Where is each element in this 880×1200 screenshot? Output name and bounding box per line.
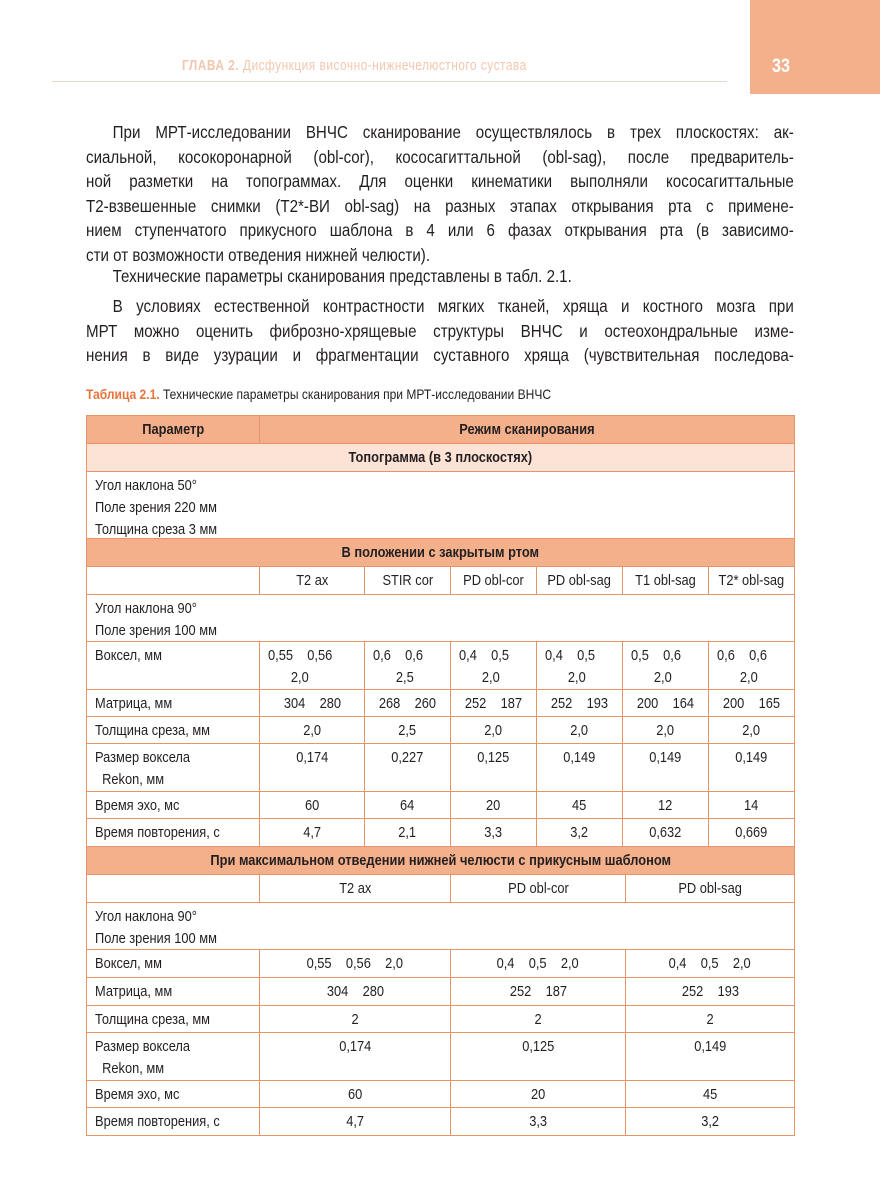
row-label — [86, 689, 260, 717]
data-cell — [364, 818, 451, 847]
cell-text: Размер воксела — [95, 1039, 191, 1055]
data-cell — [450, 1107, 626, 1136]
table-caption — [86, 386, 551, 402]
data-cell — [625, 1107, 795, 1136]
cell-text: 0,632 — [649, 825, 682, 841]
cell-text: Время эхо, мс — [95, 1087, 180, 1103]
table-caption-label: Таблица 2.1. — [86, 386, 160, 402]
cell-text: 60 — [347, 1087, 363, 1103]
header-scan-mode — [259, 415, 795, 444]
paragraph-3 — [86, 294, 794, 368]
cell-text: 0,4 0,5 — [459, 648, 509, 664]
cell-text: 304 280 — [283, 696, 341, 712]
cell-text: 0,125 — [521, 1039, 555, 1055]
cell-text: 0,55 0,56 — [268, 648, 333, 664]
cell-text: 0,5 0,6 — [631, 648, 681, 664]
cell-text: 252 193 — [550, 696, 609, 712]
table-caption-text: Технические параметры сканирования при МРТ-исследовании ВНЧС — [162, 386, 552, 402]
row-label — [86, 949, 260, 978]
cell-text: Rekon, мм — [95, 772, 165, 788]
cell-text: 2,0 — [484, 723, 503, 739]
data-cell — [450, 1080, 626, 1108]
cell-text: 64 — [400, 798, 415, 814]
cell-text: STIR cor — [382, 572, 433, 589]
data-cell — [625, 1032, 795, 1081]
cell-text: T2 ax — [338, 880, 372, 897]
data-cell — [536, 689, 623, 717]
data-cell — [450, 1032, 626, 1081]
cell-text: Время эхо, мс — [95, 798, 180, 814]
cell-text: 2,5 — [398, 723, 417, 739]
cell-text: 14 — [744, 798, 759, 814]
cell-text: PD obl-sag — [547, 572, 612, 589]
data-cell — [259, 949, 451, 978]
cell-text: PD obl-cor — [507, 880, 569, 897]
cell-text: 2,0 — [653, 670, 672, 686]
cell-text: 0,125 — [477, 750, 510, 766]
cell-text: 0,6 0,6 — [717, 648, 767, 664]
cell-text: 3,2 — [701, 1114, 719, 1130]
data-cell — [625, 977, 795, 1006]
section-open-mouth — [86, 846, 795, 875]
cell-text: 2,0 — [656, 723, 675, 739]
row-label — [86, 791, 260, 819]
data-cell — [622, 818, 709, 847]
data-cell — [536, 818, 623, 847]
row-label — [86, 641, 260, 690]
cell-text: 3,3 — [529, 1114, 547, 1130]
cell-text: Режим сканирования — [459, 421, 595, 438]
data-cell — [622, 641, 709, 690]
cell-text: 2,0 — [739, 670, 758, 686]
cell-text: 252 193 — [681, 984, 739, 1000]
cell-text: 2,0 — [742, 723, 761, 739]
text-line: нения в виде узурации и фрагментации суставного хряща (чувствительная последова- — [86, 345, 794, 366]
cell-text: 252 187 — [509, 984, 567, 1000]
voxel-values — [717, 645, 767, 689]
data-cell — [450, 641, 537, 690]
voxel-values — [631, 645, 681, 689]
cell-text: 2,0 — [290, 670, 309, 686]
cell-text: Поле зрения 220 мм — [95, 500, 217, 516]
cell-text: В положении с закрытым ртом — [341, 544, 540, 561]
cell-text: 0,4 0,5 — [545, 648, 595, 664]
cell-text: Матрица, мм — [95, 984, 173, 1000]
paragraph-1 — [86, 120, 794, 268]
cell-text: 4,7 — [346, 1114, 364, 1130]
sequence-header-empty — [86, 874, 260, 903]
header-parameter — [86, 415, 260, 444]
cell-text: 0,4 0,5 2,0 — [668, 956, 752, 972]
sequence-header-empty — [86, 566, 260, 595]
cell-text: 45 — [572, 798, 587, 814]
data-cell — [622, 689, 709, 717]
cell-text: 200 164 — [636, 696, 695, 712]
voxel-values — [268, 645, 332, 689]
data-cell — [625, 1080, 795, 1108]
data-cell — [259, 818, 365, 847]
cell-text: 2,0 — [567, 670, 586, 686]
cell-text: 0,149 — [563, 750, 596, 766]
data-cell — [450, 818, 537, 847]
cell-text: 2,1 — [398, 825, 417, 841]
data-cell — [259, 977, 451, 1006]
data-cell — [708, 818, 795, 847]
row-label — [86, 1032, 260, 1081]
cell-text: 0,149 — [693, 1039, 727, 1055]
text-line: сти от возможности отведения нижней челюсти). — [86, 244, 431, 265]
cell-text: 304 280 — [326, 984, 384, 1000]
cell-text: Толщина среза, мм — [95, 1012, 210, 1028]
cell-text: Топограмма (в 3 плоскостях) — [348, 449, 533, 466]
text-line: При МРТ-исследовании ВНЧС сканирование осуществлялось в трех плоскостях: ак- — [112, 122, 794, 142]
cell-text: 60 — [304, 798, 320, 814]
cell-text: 200 165 — [722, 696, 781, 712]
cell-text: Толщина среза, мм — [95, 723, 210, 739]
row-label — [86, 977, 260, 1006]
sequence-header — [364, 566, 451, 595]
data-cell — [625, 949, 795, 978]
voxel-values — [459, 645, 509, 689]
cell-text: 0,174 — [338, 1039, 372, 1055]
common-params — [86, 902, 795, 950]
cell-text: 2 — [534, 1012, 542, 1028]
cell-text: 45 — [702, 1087, 718, 1103]
cell-text: 0,149 — [735, 750, 768, 766]
data-cell — [450, 689, 537, 717]
data-cell — [708, 791, 795, 819]
chapter-label: ГЛАВА 2. — [182, 58, 240, 74]
data-cell — [259, 743, 365, 792]
cell-text: 2,5 — [395, 670, 414, 686]
data-cell — [259, 689, 365, 717]
sequence-header — [536, 566, 623, 595]
data-cell — [450, 743, 537, 792]
cell-text: Поле зрения 100 мм — [95, 623, 217, 639]
cell-text: 0,669 — [735, 825, 768, 841]
cell-text: 0,227 — [391, 750, 424, 766]
data-cell — [259, 1080, 451, 1108]
cell-text: Угол наклона 50° — [95, 478, 197, 494]
data-cell — [259, 641, 365, 690]
text-line: МРТ можно оценить фиброзно-хрящевые структуры ВНЧС и остеохондральные изме- — [86, 320, 794, 341]
cell-text: При максимальном отведении нижней челюсти с прикусным шаблоном — [210, 852, 671, 869]
cell-text: PD obl-cor — [463, 572, 524, 589]
text-line: Т2-взвешенные снимки (Т2*-ВИ obl-sag) на разных этапах открывания рта с примене- — [86, 195, 794, 216]
data-cell — [450, 1005, 626, 1033]
cell-text: Угол наклона 90° — [95, 909, 197, 925]
cell-text: 12 — [658, 798, 673, 814]
row-label — [86, 1005, 260, 1033]
cell-text: 20 — [486, 798, 501, 814]
header-rule — [52, 81, 727, 82]
cell-text: T1 obl-sag — [635, 572, 696, 589]
data-cell — [450, 949, 626, 978]
running-header — [182, 58, 527, 74]
cell-text: Поле зрения 100 мм — [95, 931, 217, 947]
data-cell — [708, 641, 795, 690]
data-cell — [622, 743, 709, 792]
chapter-title: Дисфункция височно-нижнечелюстного сустава — [242, 58, 527, 74]
cell-text: Время повторения, с — [95, 825, 220, 841]
sequence-header — [450, 874, 626, 903]
cell-text: 0,4 0,5 2,0 — [496, 956, 580, 972]
cell-text: 0,6 0,6 — [373, 648, 423, 664]
cell-text: Rekon, мм — [95, 1061, 165, 1077]
data-cell — [259, 791, 365, 819]
cell-text: 252 187 — [464, 696, 523, 712]
cell-text: Размер воксела — [95, 750, 191, 766]
text-line: Технические параметры сканирования представлены в табл. 2.1. — [112, 266, 572, 286]
row-label — [86, 1080, 260, 1108]
data-cell — [259, 1005, 451, 1033]
row-label — [86, 818, 260, 847]
data-cell — [708, 689, 795, 717]
data-cell — [536, 791, 623, 819]
data-cell — [622, 791, 709, 819]
cell-text: 2,0 — [303, 723, 321, 739]
section-closed-mouth — [86, 538, 795, 567]
data-cell — [708, 743, 795, 792]
page-number: 33 — [772, 56, 790, 77]
row-label — [86, 716, 260, 744]
cell-text: 2 — [706, 1012, 714, 1028]
row-label — [86, 1107, 260, 1136]
topogram-params — [86, 471, 795, 539]
text-line: нием ступенчатого прикусного шаблона в 4 или 6 фазах открывания рта (в зависимо- — [86, 220, 794, 241]
voxel-values — [373, 645, 423, 689]
data-cell — [450, 716, 537, 744]
data-cell — [625, 1005, 795, 1033]
cell-text: 20 — [530, 1087, 546, 1103]
data-cell — [536, 716, 623, 744]
cell-text: Угол наклона 90° — [95, 601, 197, 617]
data-cell — [364, 716, 451, 744]
section-topogram — [86, 443, 795, 472]
page-number-tab — [750, 0, 880, 94]
cell-text: 3,2 — [570, 825, 589, 841]
cell-text: Время повторения, с — [95, 1114, 220, 1130]
data-cell — [450, 791, 537, 819]
row-label — [86, 743, 260, 792]
data-cell — [364, 689, 451, 717]
cell-text: 3,3 — [484, 825, 503, 841]
data-cell — [622, 716, 709, 744]
data-cell — [536, 641, 623, 690]
cell-text: 2 — [351, 1012, 359, 1028]
paragraph-2 — [86, 264, 794, 289]
data-cell — [259, 1107, 451, 1136]
cell-text: T2* obl-sag — [718, 572, 785, 589]
cell-text: 2,0 — [481, 670, 500, 686]
data-cell — [259, 1032, 451, 1081]
text-line: В условиях естественной контрастности мягких тканей, хряща и костного мозга при — [112, 296, 794, 316]
data-cell — [364, 641, 451, 690]
sequence-header — [259, 566, 365, 595]
cell-text: Воксел, мм — [95, 648, 162, 664]
cell-text: 4,7 — [303, 825, 321, 841]
data-cell — [450, 977, 626, 1006]
voxel-values — [545, 645, 595, 689]
sequence-header — [708, 566, 795, 595]
data-cell — [708, 716, 795, 744]
cell-text: 0,174 — [295, 750, 329, 766]
sequence-header — [259, 874, 451, 903]
cell-text: 0,149 — [649, 750, 682, 766]
common-params — [86, 594, 795, 642]
cell-text: 268 260 — [378, 696, 437, 712]
sequence-header — [622, 566, 709, 595]
sequence-header — [625, 874, 795, 903]
data-cell — [536, 743, 623, 792]
data-cell — [259, 716, 365, 744]
text-line: ной разметки на топограммах. Для оценки кинематики выполняли кососагиттальные — [86, 171, 794, 192]
data-cell — [364, 743, 451, 792]
cell-text: 0,55 0,56 2,0 — [306, 956, 404, 972]
data-cell — [364, 791, 451, 819]
text-line: сиальной, косокоронарной (obl-cor), кососагиттальной (obl-sag), после предваритель- — [86, 146, 794, 167]
cell-text: T2 ax — [295, 572, 329, 589]
cell-text: 2,0 — [570, 723, 589, 739]
cell-text: Параметр — [142, 421, 204, 438]
cell-text: Воксел, мм — [95, 956, 162, 972]
sequence-header — [450, 566, 537, 595]
cell-text: PD obl-sag — [678, 880, 742, 897]
cell-text: Матрица, мм — [95, 696, 173, 712]
cell-text: Толщина среза 3 мм — [95, 522, 218, 538]
